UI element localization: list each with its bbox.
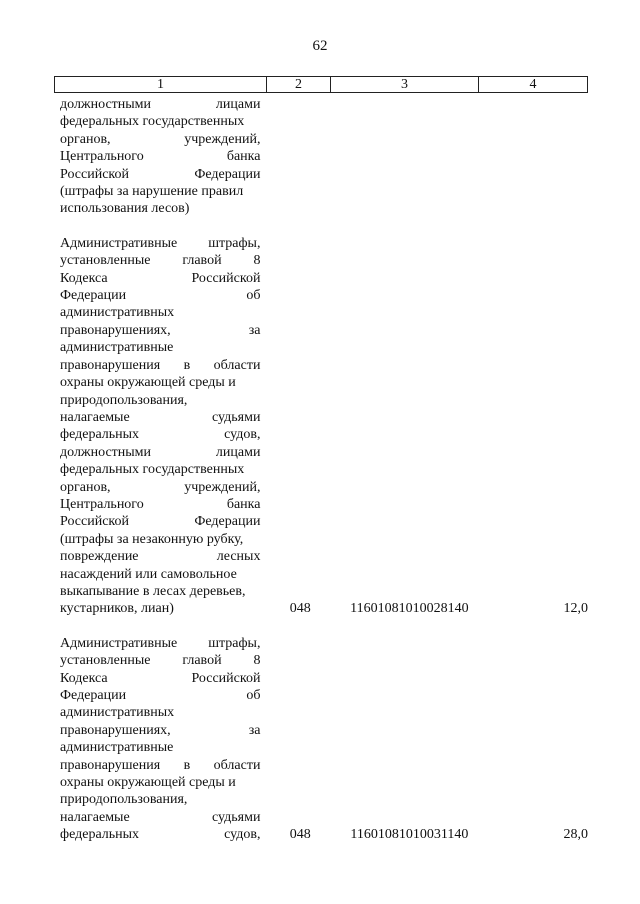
page-number: 62 bbox=[312, 38, 328, 54]
description-word: административные bbox=[60, 740, 174, 756]
description-word: учреждений, bbox=[184, 479, 261, 495]
description-word: лицами bbox=[215, 444, 261, 460]
table-row bbox=[60, 635, 590, 844]
column-header-3: 3 bbox=[331, 77, 479, 92]
description-line bbox=[60, 652, 260, 669]
description-word: (штрафы за нарушение правил bbox=[60, 184, 244, 200]
description-word: должностными bbox=[60, 444, 152, 460]
description-line bbox=[60, 166, 260, 183]
description-line bbox=[60, 548, 260, 565]
description-word: налагаемые bbox=[60, 409, 130, 425]
description-word: федеральных государственных bbox=[60, 462, 245, 478]
description-line bbox=[60, 270, 260, 287]
description-word: органов, bbox=[60, 479, 111, 495]
description-word: судьями bbox=[212, 809, 261, 825]
description-word: лесных bbox=[216, 549, 261, 565]
description-word: Центрального bbox=[60, 496, 144, 512]
description-word: федеральных государственных bbox=[60, 114, 245, 130]
description-line bbox=[60, 513, 260, 530]
description-word: области bbox=[213, 357, 261, 373]
description-word: Федерации bbox=[194, 514, 261, 530]
description-line bbox=[60, 357, 260, 374]
description-word: правонарушениях, bbox=[60, 722, 171, 738]
description-word: об bbox=[246, 288, 261, 304]
description-cell bbox=[60, 96, 260, 218]
description-word: области bbox=[213, 757, 261, 773]
description-word: судьями bbox=[212, 409, 261, 425]
description-line bbox=[60, 600, 260, 617]
description-line bbox=[60, 496, 260, 513]
description-word: насаждений или самовольное bbox=[60, 566, 237, 582]
admin-code-cell: 048 bbox=[289, 601, 311, 617]
description-cell bbox=[60, 235, 260, 618]
description-word: установленные bbox=[60, 253, 151, 269]
row-spacer bbox=[60, 218, 590, 235]
description-word: об bbox=[246, 688, 261, 703]
description-word: природопользования, bbox=[60, 392, 188, 408]
description-line bbox=[60, 704, 260, 721]
column-header-1: 1 bbox=[55, 77, 267, 92]
description-word: главой bbox=[182, 253, 222, 269]
description-word: Российской bbox=[60, 514, 129, 530]
description-line bbox=[60, 131, 260, 148]
description-line bbox=[60, 392, 260, 409]
description-word: административных bbox=[60, 705, 175, 721]
description-line bbox=[60, 200, 260, 217]
description-line bbox=[60, 113, 260, 130]
description-word: административные bbox=[60, 340, 174, 356]
description-line bbox=[60, 287, 260, 304]
description-word: органов, bbox=[60, 131, 111, 147]
description-word: Административные bbox=[60, 235, 178, 251]
description-line bbox=[60, 96, 260, 113]
description-line bbox=[60, 809, 260, 826]
description-word: правонарушения bbox=[60, 357, 161, 373]
description-word: (штрафы за незаконную рубку, bbox=[60, 531, 244, 547]
description-word: за bbox=[248, 322, 261, 338]
description-word: охраны окружающей среды и bbox=[60, 375, 236, 391]
description-line bbox=[60, 479, 260, 496]
description-word: учреждений, bbox=[184, 131, 261, 147]
description-line bbox=[60, 409, 260, 426]
description-word: штрафы, bbox=[208, 635, 261, 651]
kbk-code-cell: 11601081010028140 bbox=[350, 601, 469, 617]
description-word: Административные bbox=[60, 635, 178, 651]
description-line bbox=[60, 826, 260, 843]
description-word: главой bbox=[182, 653, 222, 669]
description-line bbox=[60, 687, 260, 704]
description-word: природопользования, bbox=[60, 792, 188, 808]
description-word: 8 bbox=[253, 253, 261, 269]
description-word: налагаемые bbox=[60, 809, 130, 825]
description-cell bbox=[60, 635, 260, 844]
description-line bbox=[60, 461, 260, 478]
description-word: правонарушениях, bbox=[60, 322, 171, 338]
description-line bbox=[60, 339, 260, 356]
description-word: федеральных bbox=[60, 427, 140, 443]
description-word: кустарников, лиан) bbox=[60, 601, 174, 617]
description-line bbox=[60, 635, 260, 652]
table-body bbox=[60, 96, 590, 844]
description-line bbox=[60, 670, 260, 687]
description-word: банка bbox=[226, 496, 261, 512]
kbk-code-cell: 11601081010031140 bbox=[350, 827, 469, 843]
description-word: в bbox=[183, 357, 191, 373]
description-line bbox=[60, 566, 260, 583]
description-line bbox=[60, 426, 260, 443]
description-word: Федерации bbox=[60, 288, 127, 304]
description-word: Центрального bbox=[60, 149, 144, 165]
description-word: Федерации bbox=[60, 688, 127, 703]
description-word: повреждение bbox=[60, 549, 139, 565]
amount-cell: 12,0 bbox=[563, 601, 588, 617]
description-word: штрафы, bbox=[208, 235, 261, 251]
description-word: судов, bbox=[224, 427, 261, 443]
description-line bbox=[60, 148, 260, 165]
amount-cell: 28,0 bbox=[563, 827, 588, 843]
description-line bbox=[60, 322, 260, 339]
description-line bbox=[60, 774, 260, 791]
description-word: судов, bbox=[224, 827, 261, 843]
description-word: Кодекса bbox=[60, 270, 108, 286]
table-row bbox=[60, 235, 590, 618]
description-line bbox=[60, 791, 260, 808]
description-line bbox=[60, 739, 260, 756]
admin-code-cell: 048 bbox=[289, 827, 311, 843]
table-header bbox=[54, 76, 588, 93]
description-line bbox=[60, 531, 260, 548]
column-header-2: 2 bbox=[267, 77, 331, 92]
row-spacer bbox=[60, 618, 590, 635]
description-word: Кодекса bbox=[60, 670, 108, 686]
description-word: лицами bbox=[215, 97, 261, 112]
description-word: установленные bbox=[60, 653, 151, 669]
description-line bbox=[60, 235, 260, 252]
description-word: за bbox=[248, 722, 261, 738]
column-header-4: 4 bbox=[529, 77, 537, 92]
description-line bbox=[60, 252, 260, 269]
description-line bbox=[60, 757, 260, 774]
description-word: административных bbox=[60, 305, 175, 321]
description-line bbox=[60, 183, 260, 200]
description-line bbox=[60, 444, 260, 461]
description-word: федеральных bbox=[60, 827, 140, 843]
description-word: использования лесов) bbox=[60, 201, 190, 217]
description-line bbox=[60, 374, 260, 391]
description-line bbox=[60, 583, 260, 600]
description-word: банка bbox=[226, 149, 261, 165]
description-word: 8 bbox=[253, 653, 261, 669]
description-line bbox=[60, 304, 260, 321]
description-word: Российской bbox=[191, 270, 261, 286]
description-word: Федерации bbox=[194, 166, 261, 182]
description-word: Российской bbox=[60, 166, 129, 182]
description-word: должностными bbox=[60, 97, 152, 112]
description-word: охраны окружающей среды и bbox=[60, 775, 236, 791]
table-row bbox=[60, 96, 590, 218]
description-word: Российской bbox=[191, 670, 261, 686]
description-word: правонарушения bbox=[60, 757, 161, 773]
description-word: выкапывание в лесах деревьев, bbox=[60, 583, 246, 599]
description-word: в bbox=[183, 757, 191, 773]
description-line bbox=[60, 722, 260, 739]
